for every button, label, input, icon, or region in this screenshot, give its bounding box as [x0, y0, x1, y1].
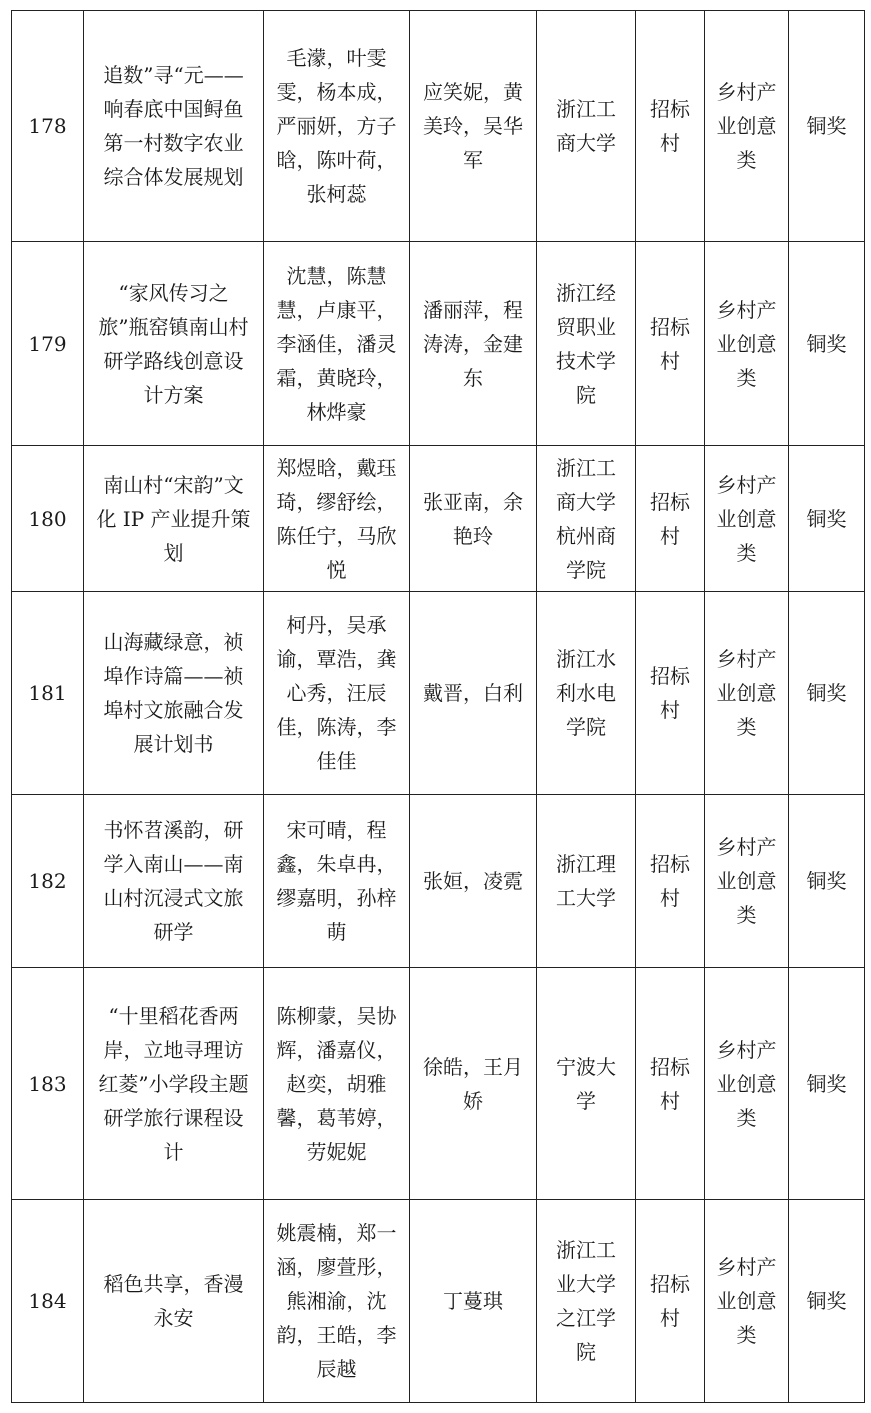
project-title: 追数”寻“元——响春底中国鲟鱼第一村数字农业综合体发展规划 [84, 11, 264, 242]
category: 乡村产业创意类 [705, 1200, 789, 1403]
project-title: 书怀苕溪韵，研学入南山——南山村沉浸式文旅研学 [84, 795, 264, 968]
award-level: 铜奖 [789, 446, 865, 592]
team-members: 郑煜晗，戴珏琦，缪舒绘，陈任宁，马欣悦 [264, 446, 410, 592]
project-title: 稻色共享，香漫永安 [84, 1200, 264, 1403]
table-row [12, 446, 865, 592]
project-title: 山海藏绿意，祯埠作诗篇——祯埠村文旅融合发展计划书 [84, 592, 264, 795]
category: 乡村产业创意类 [705, 968, 789, 1200]
village-type: 招标村 [636, 968, 705, 1200]
row-number: 183 [12, 968, 84, 1200]
table-row [12, 1200, 865, 1403]
table-row [12, 968, 865, 1200]
category: 乡村产业创意类 [705, 446, 789, 592]
village-type: 招标村 [636, 242, 705, 446]
category: 乡村产业创意类 [705, 11, 789, 242]
award-level: 铜奖 [789, 242, 865, 446]
row-number: 184 [12, 1200, 84, 1403]
category: 乡村产业创意类 [705, 795, 789, 968]
row-number: 182 [12, 795, 84, 968]
team-members: 陈柳蒙，吴协辉，潘嘉仪，赵奕，胡雅馨，葛苇婷，劳妮妮 [264, 968, 410, 1200]
award-level: 铜奖 [789, 795, 865, 968]
table-row [12, 592, 865, 795]
row-number: 178 [12, 11, 84, 242]
team-members: 沈慧，陈慧慧，卢康平，李涵佳，潘灵霜，黄晓玲，林烨豪 [264, 242, 410, 446]
village-type: 招标村 [636, 11, 705, 242]
school: 浙江工商大学杭州商学院 [537, 446, 636, 592]
award-table [11, 10, 865, 1403]
school: 浙江工商大学 [537, 11, 636, 242]
advisors: 应笑妮，黄美玲，吴华军 [410, 11, 537, 242]
school: 浙江水利水电学院 [537, 592, 636, 795]
village-type: 招标村 [636, 592, 705, 795]
advisors: 丁蔓琪 [410, 1200, 537, 1403]
team-members: 宋可晴，程鑫，朱卓冉，缪嘉明，孙梓萌 [264, 795, 410, 968]
village-type: 招标村 [636, 795, 705, 968]
category: 乡村产业创意类 [705, 242, 789, 446]
advisors: 徐皓，王月娇 [410, 968, 537, 1200]
team-members: 柯丹，吴承谕，覃浩，龚心秀，汪辰佳，陈涛，李佳佳 [264, 592, 410, 795]
team-members: 姚震楠，郑一涵，廖萱彤，熊湘渝，沈韵，王皓，李辰越 [264, 1200, 410, 1403]
category: 乡村产业创意类 [705, 592, 789, 795]
row-number: 179 [12, 242, 84, 446]
project-title: “家风传习之旅”瓶窑镇南山村研学路线创意设计方案 [84, 242, 264, 446]
project-title: “十里稻花香两岸，立地寻理访红菱”小学段主题研学旅行课程设计 [84, 968, 264, 1200]
award-level: 铜奖 [789, 592, 865, 795]
table-row [12, 11, 865, 242]
village-type: 招标村 [636, 1200, 705, 1403]
school: 浙江工业大学之江学院 [537, 1200, 636, 1403]
award-level: 铜奖 [789, 11, 865, 242]
school: 浙江经贸职业技术学院 [537, 242, 636, 446]
advisors: 张亚南，余艳玲 [410, 446, 537, 592]
advisors: 潘丽萍，程涛涛，金建东 [410, 242, 537, 446]
advisors: 张姮，凌霓 [410, 795, 537, 968]
award-level: 铜奖 [789, 968, 865, 1200]
school: 浙江理工大学 [537, 795, 636, 968]
team-members: 毛濛，叶雯雯，杨本成，严丽妍，方子晗，陈叶荷，张柯蕊 [264, 11, 410, 242]
award-level: 铜奖 [789, 1200, 865, 1403]
table-row [12, 242, 865, 446]
advisors: 戴晋，白利 [410, 592, 537, 795]
table-row [12, 795, 865, 968]
school: 宁波大学 [537, 968, 636, 1200]
row-number: 180 [12, 446, 84, 592]
village-type: 招标村 [636, 446, 705, 592]
project-title: 南山村“宋韵”文化 IP 产业提升策划 [84, 446, 264, 592]
row-number: 181 [12, 592, 84, 795]
